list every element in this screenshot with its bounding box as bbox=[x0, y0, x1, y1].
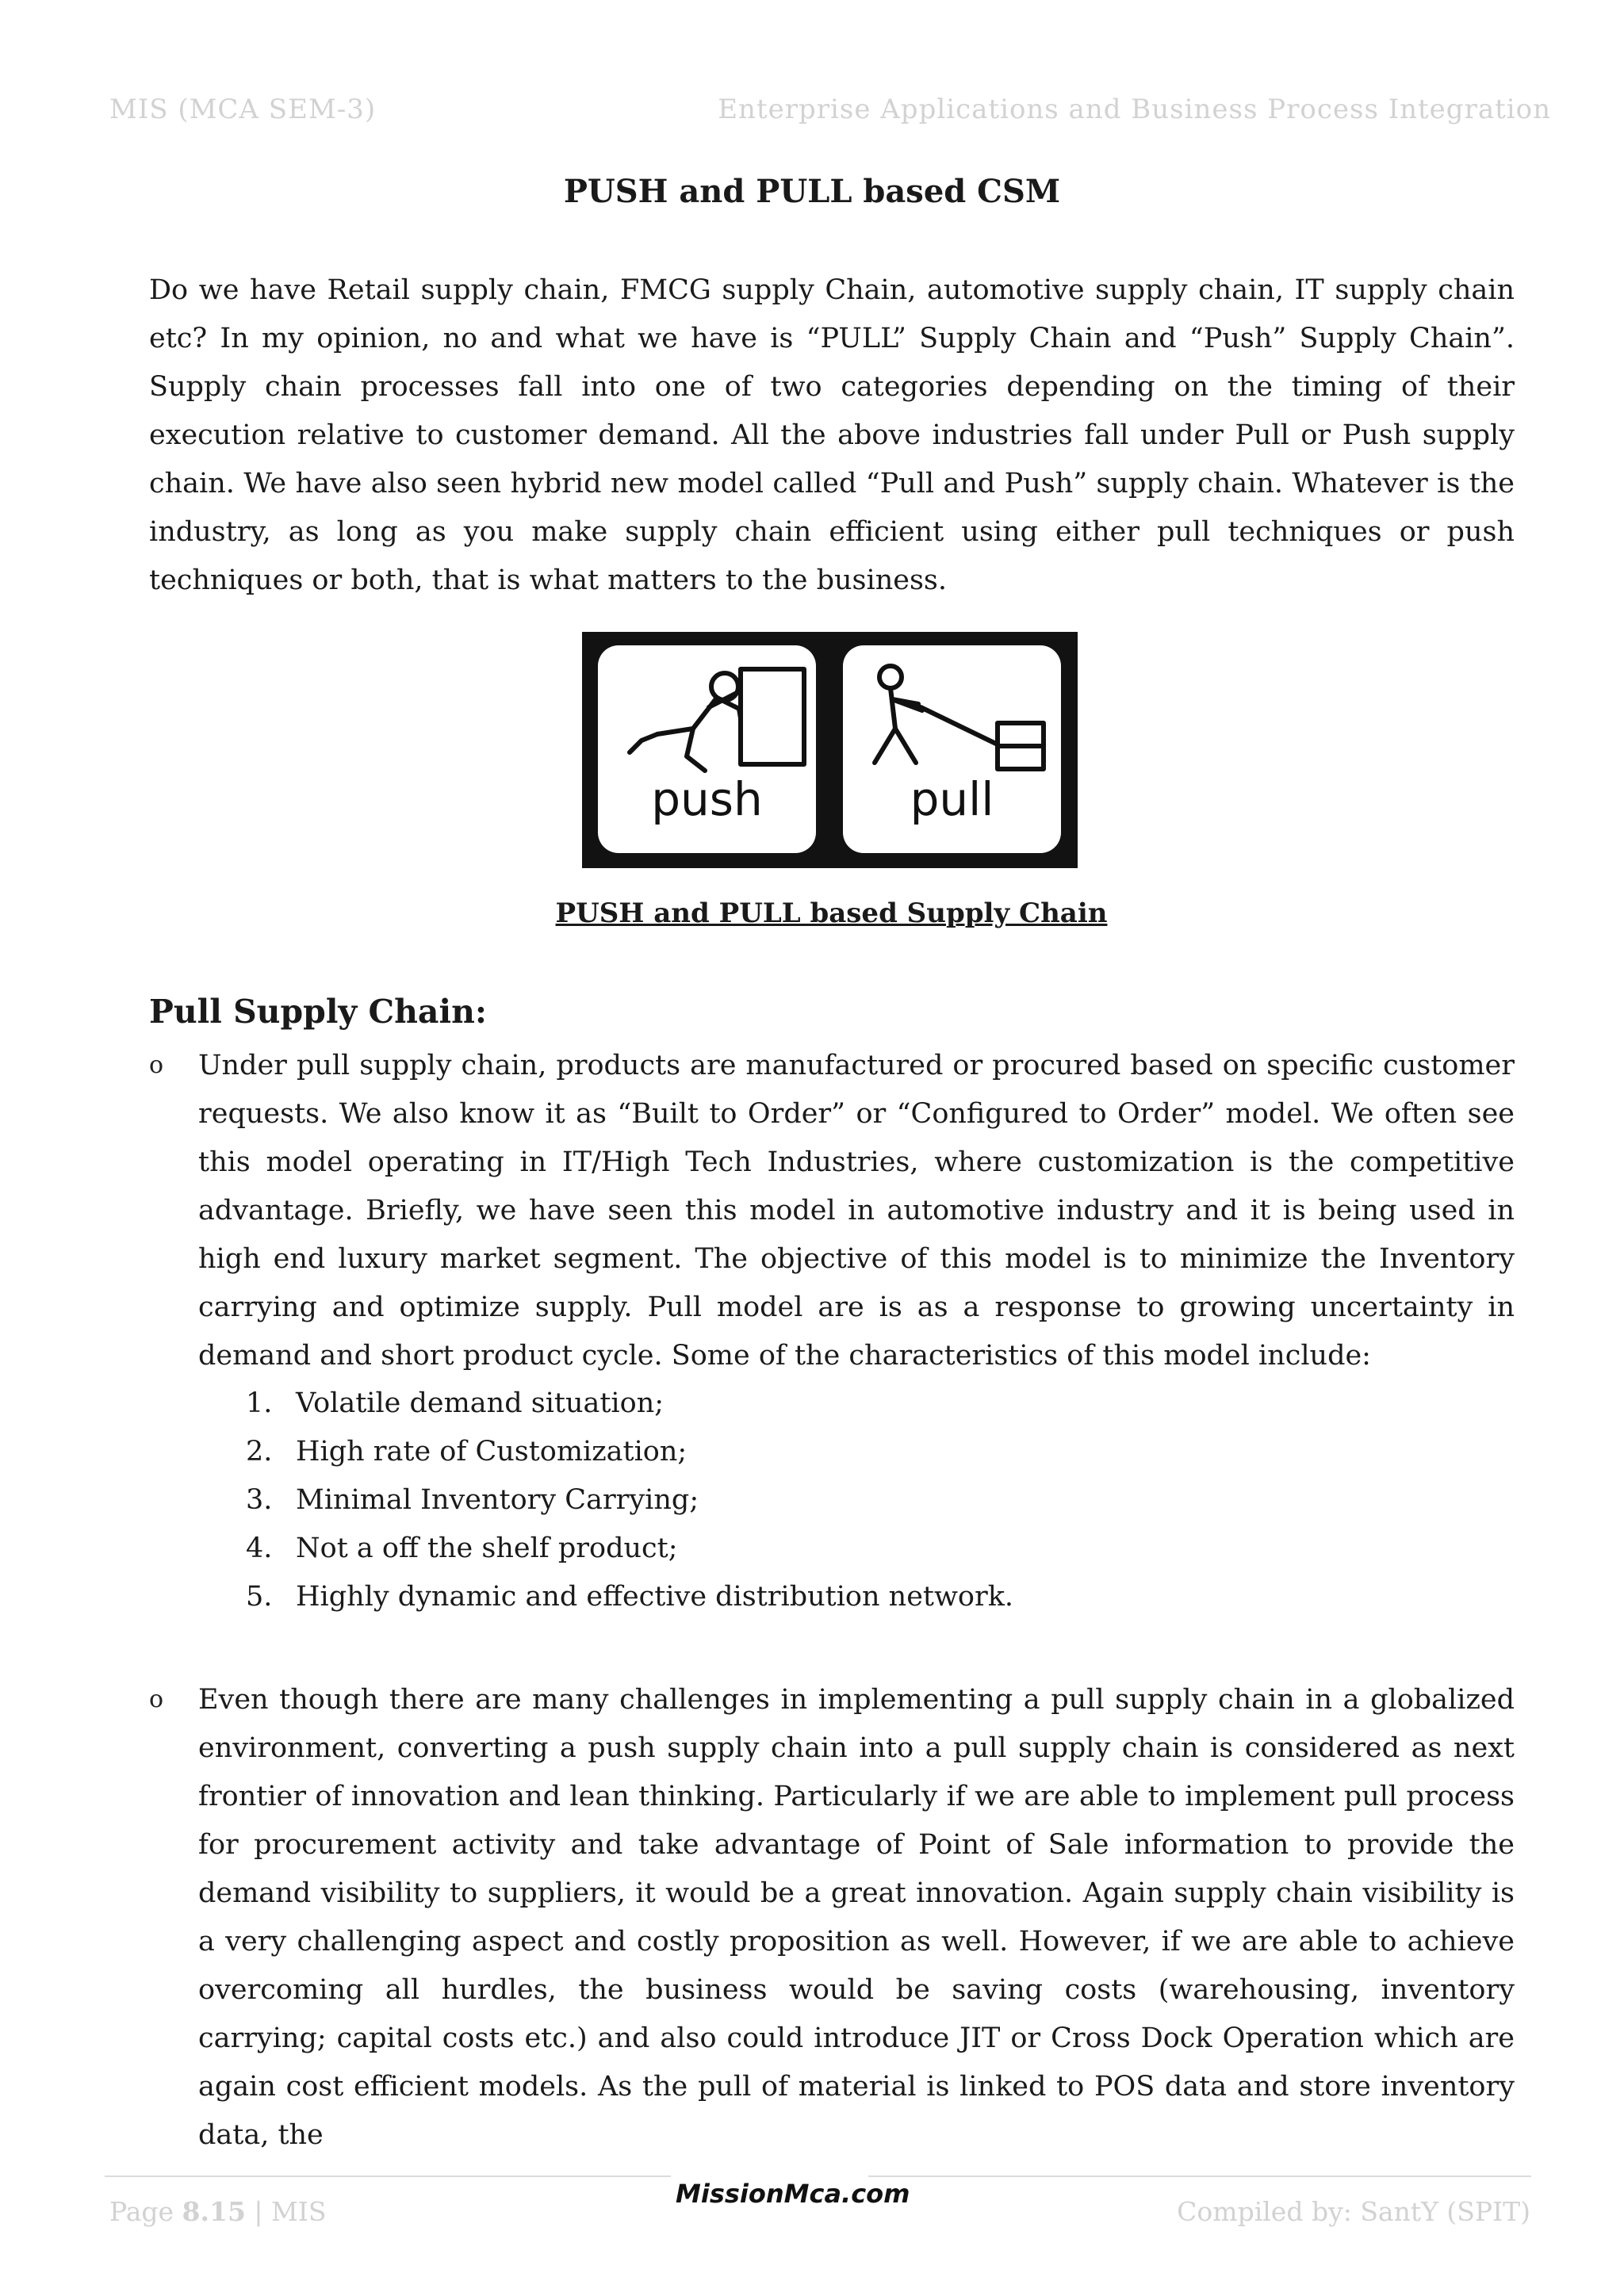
push-label: push bbox=[651, 772, 763, 826]
pull-label: pull bbox=[910, 772, 994, 826]
footer-page-info: Page 8.15 | MIS bbox=[109, 2196, 327, 2227]
header-course: MIS (MCA SEM-3) bbox=[109, 94, 377, 125]
pull-challenges-paragraph: Even though there are many challenges in implementing a pull supply chain in a globalized environment, converting a push supply chain into a pull supply chain is considered as next frontier of innovation and lean thinking. Particularly if we are able to implement pull process for procurement activity and take advantage of Point of Sale information to provide the demand visibility to suppliers, it would be a great innovation. Again supply chain visibility is a very challenging aspect and costly proposition as well. However, if we are able to achieve overcoming all hurdles, the business would be saving costs (warehousing, inventory carrying; capital costs etc.) and also could introduce JIT or Cross Dock Operation which are again cost efficient models. As the pull of material is linked to POS data and store inventory data, the bbox=[198, 1684, 1515, 2151]
bullet-marker: o bbox=[149, 1051, 164, 1079]
list-item: 3. Minimal Inventory Carrying; bbox=[246, 1484, 699, 1516]
footer-divider-right bbox=[868, 2175, 1531, 2177]
characteristics-list bbox=[246, 1380, 1013, 1621]
push-pull-figure bbox=[582, 632, 1078, 868]
section-heading: Pull Supply Chain: bbox=[149, 993, 488, 1031]
list-item: 5. Highly dynamic and effective distribution network. bbox=[246, 1581, 1014, 1613]
page-title: PUSH and PULL based CSM bbox=[563, 173, 1061, 210]
pull-description-paragraph: Under pull supply chain, products are manufactured or procured based on specific customer requests. We also know it as “Built to Order” or “Configured to Order” model. We often see this model operating in IT/High Tech Industries, where customization is the competitive advantage. Briefly, we have seen this model in automotive industry and it is being used in high end luxury market segment. The objective of this model is to minimize the Inventory carrying and optimize supply. Pull model are is as a response to growing uncertainty in demand and short product cycle. Some of the characteristics of this model include: bbox=[198, 1050, 1515, 1372]
footer-compiled-by: Compiled by: SantY (SPIT) bbox=[1177, 2196, 1530, 2227]
figure-caption: PUSH and PULL based Supply Chain bbox=[555, 897, 1108, 929]
list-item: 2. High rate of Customization; bbox=[246, 1436, 688, 1468]
page-number: 8.15 bbox=[182, 2196, 246, 2227]
header-subject: Enterprise Applications and Business Process Integration bbox=[718, 94, 1551, 125]
list-item: 4. Not a off the shelf product; bbox=[246, 1533, 678, 1564]
missionmca-logo: MissionMca.com bbox=[676, 2179, 910, 2209]
footer-divider-left bbox=[105, 2175, 671, 2177]
push-panel bbox=[598, 645, 816, 853]
pull-panel bbox=[843, 645, 1061, 853]
bullet-marker: o bbox=[149, 1686, 164, 1713]
list-item: 1. Volatile demand situation; bbox=[246, 1387, 665, 1419]
intro-paragraph: Do we have Retail supply chain, FMCG supply Chain, automotive supply chain, IT supply chain etc? In my opinion, no and what we have is “PULL” Supply Chain and “Push” Supply Chain”. Supply chain processes fall into one of two categories depending on the timing of their execution relative to customer demand. All the above industries fall under Pull or Push supply chain. We have also seen hybrid new model called “Pull and Push” supply chain. Whatever is the industry, as long as you make supply chain efficient using either pull techniques or push techniques or both, that is what matters to the business. bbox=[149, 274, 1515, 596]
